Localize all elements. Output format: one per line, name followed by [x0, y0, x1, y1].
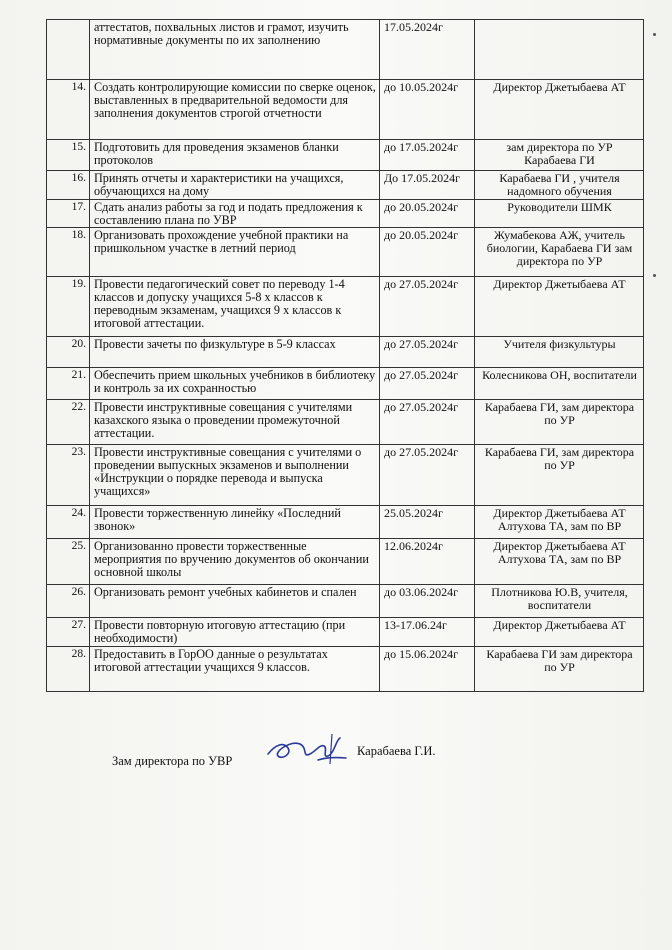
- row-number: 16.: [47, 171, 90, 200]
- responsible: Директор Джетыбаева АТ: [475, 618, 644, 647]
- task-text: аттестатов, похвальных листов и грамот, изучить нормативные документы по их заполнению: [90, 20, 380, 80]
- responsible: Учителя физкультуры: [475, 337, 644, 368]
- row-number: 23.: [47, 445, 90, 506]
- table-row: [47, 400, 644, 445]
- task-text: Организовать ремонт учебных кабинетов и спален: [90, 585, 380, 618]
- table-row: [47, 140, 644, 171]
- task-text: Провести инструктивные совещания с учителями казахского языка о проведении промежуточной аттестации.: [90, 400, 380, 445]
- row-number: 25.: [47, 539, 90, 585]
- row-number: 21.: [47, 368, 90, 400]
- deadline: до 17.05.2024г: [380, 140, 475, 171]
- task-text: Организовать прохождение учебной практики на пришкольном участке в летний период: [90, 228, 380, 277]
- responsible: Директор Джетыбаева АТ: [475, 80, 644, 140]
- responsible: [475, 20, 644, 80]
- table-row: [47, 506, 644, 539]
- table-row: [47, 445, 644, 506]
- row-number: 28.: [47, 647, 90, 692]
- responsible: Карабаева ГИ, зам директора по УР: [475, 445, 644, 506]
- task-text: Подготовить для проведения экзаменов бланки протоколов: [90, 140, 380, 171]
- responsible: Директор Джетыбаева АТ Алтухова ТА, зам по ВР: [475, 506, 644, 539]
- deadline: 17.05.2024г: [380, 20, 475, 80]
- deadline: до 27.05.2024г: [380, 277, 475, 337]
- table-row: [47, 20, 644, 80]
- row-number: 18.: [47, 228, 90, 277]
- plan-table-body: [47, 20, 644, 692]
- deadline: до 03.06.2024г: [380, 585, 475, 618]
- deadline: До 17.05.2024г: [380, 171, 475, 200]
- task-text: Организованно провести торжественные мероприятия по вручению документов об окончании основной школы: [90, 539, 380, 585]
- table-row: [47, 277, 644, 337]
- responsible: Директор Джетыбаева АТ: [475, 277, 644, 337]
- task-text: Провести зачеты по физкультуре в 5-9 классах: [90, 337, 380, 368]
- table-row: [47, 228, 644, 277]
- row-number: 17.: [47, 200, 90, 228]
- responsible: Карабаева ГИ , учителя надомного обучения: [475, 171, 644, 200]
- deadline: до 20.05.2024г: [380, 200, 475, 228]
- deadline: до 15.06.2024г: [380, 647, 475, 692]
- row-number: 24.: [47, 506, 90, 539]
- responsible: Директор Джетыбаева АТ Алтухова ТА, зам по ВР: [475, 539, 644, 585]
- deadline: до 27.05.2024г: [380, 400, 475, 445]
- table-row: [47, 171, 644, 200]
- task-text: Предоставить в ГорОО данные о результатах итоговой аттестации учащихся 9 классов.: [90, 647, 380, 692]
- deadline: до 27.05.2024г: [380, 337, 475, 368]
- responsible: Плотникова Ю.В, учителя, воспитатели: [475, 585, 644, 618]
- task-text: Провести инструктивные совещания с учителями о проведении выпускных экзаменов и выполнении «Инструкции о порядке перевода и выпуска учащихся»: [90, 445, 380, 506]
- scan-dot: [653, 274, 656, 277]
- row-number: 19.: [47, 277, 90, 337]
- table-row: [47, 80, 644, 140]
- row-number: 22.: [47, 400, 90, 445]
- row-number: 14.: [47, 80, 90, 140]
- signature-block: [112, 744, 572, 772]
- table-row: [47, 647, 644, 692]
- table-row: [47, 368, 644, 400]
- task-text: Создать контролирующие комиссии по сверке оценок, выставленных в предварительной ведомости для заполнения документов строгой отчетности: [90, 80, 380, 140]
- activity-plan-table: [46, 19, 644, 692]
- row-number: 15.: [47, 140, 90, 171]
- table-row: [47, 539, 644, 585]
- handwritten-signature: [262, 730, 352, 770]
- deadline: до 20.05.2024г: [380, 228, 475, 277]
- row-number: 20.: [47, 337, 90, 368]
- responsible: Жумабекова АЖ, учитель биологии, Карабаева ГИ зам директора по УР: [475, 228, 644, 277]
- deadline: до 10.05.2024г: [380, 80, 475, 140]
- table-row: [47, 200, 644, 228]
- table-row: [47, 618, 644, 647]
- signer-position: Зам директора по УВР: [112, 754, 233, 768]
- deadline: до 27.05.2024г: [380, 368, 475, 400]
- deadline: 25.05.2024г: [380, 506, 475, 539]
- task-text: Обеспечить прием школьных учебников в библиотеку и контроль за их сохранностью: [90, 368, 380, 400]
- task-text: Провести повторную итоговую аттестацию (при необходимости): [90, 618, 380, 647]
- responsible: зам директора по УР Карабаева ГИ: [475, 140, 644, 171]
- row-number: [47, 20, 90, 80]
- task-text: Сдать анализ работы за год и подать предложения к составлению плана по УВР: [90, 200, 380, 228]
- deadline: до 27.05.2024г: [380, 445, 475, 506]
- table-row: [47, 337, 644, 368]
- deadline: 13-17.06.24г: [380, 618, 475, 647]
- task-text: Провести торжественную линейку «Последний звонок»: [90, 506, 380, 539]
- responsible: Руководители ШМК: [475, 200, 644, 228]
- row-number: 27.: [47, 618, 90, 647]
- responsible: Карабаева ГИ, зам директора по УР: [475, 400, 644, 445]
- task-text: Принять отчеты и характеристики на учащихся, обучающихся на дому: [90, 171, 380, 200]
- table-row: [47, 585, 644, 618]
- deadline: 12.06.2024г: [380, 539, 475, 585]
- responsible: Колесникова ОН, воспитатели: [475, 368, 644, 400]
- task-text: Провести педагогический совет по переводу 1-4 классов и допуску учащихся 5-8 х классов к переводным экзаменам, учащихся 9 х классов к итоговой аттестации.: [90, 277, 380, 337]
- scan-dot: [653, 33, 656, 36]
- signer-name: Карабаева Г.И.: [357, 744, 436, 758]
- responsible: Карабаева ГИ зам директора по УР: [475, 647, 644, 692]
- row-number: 26.: [47, 585, 90, 618]
